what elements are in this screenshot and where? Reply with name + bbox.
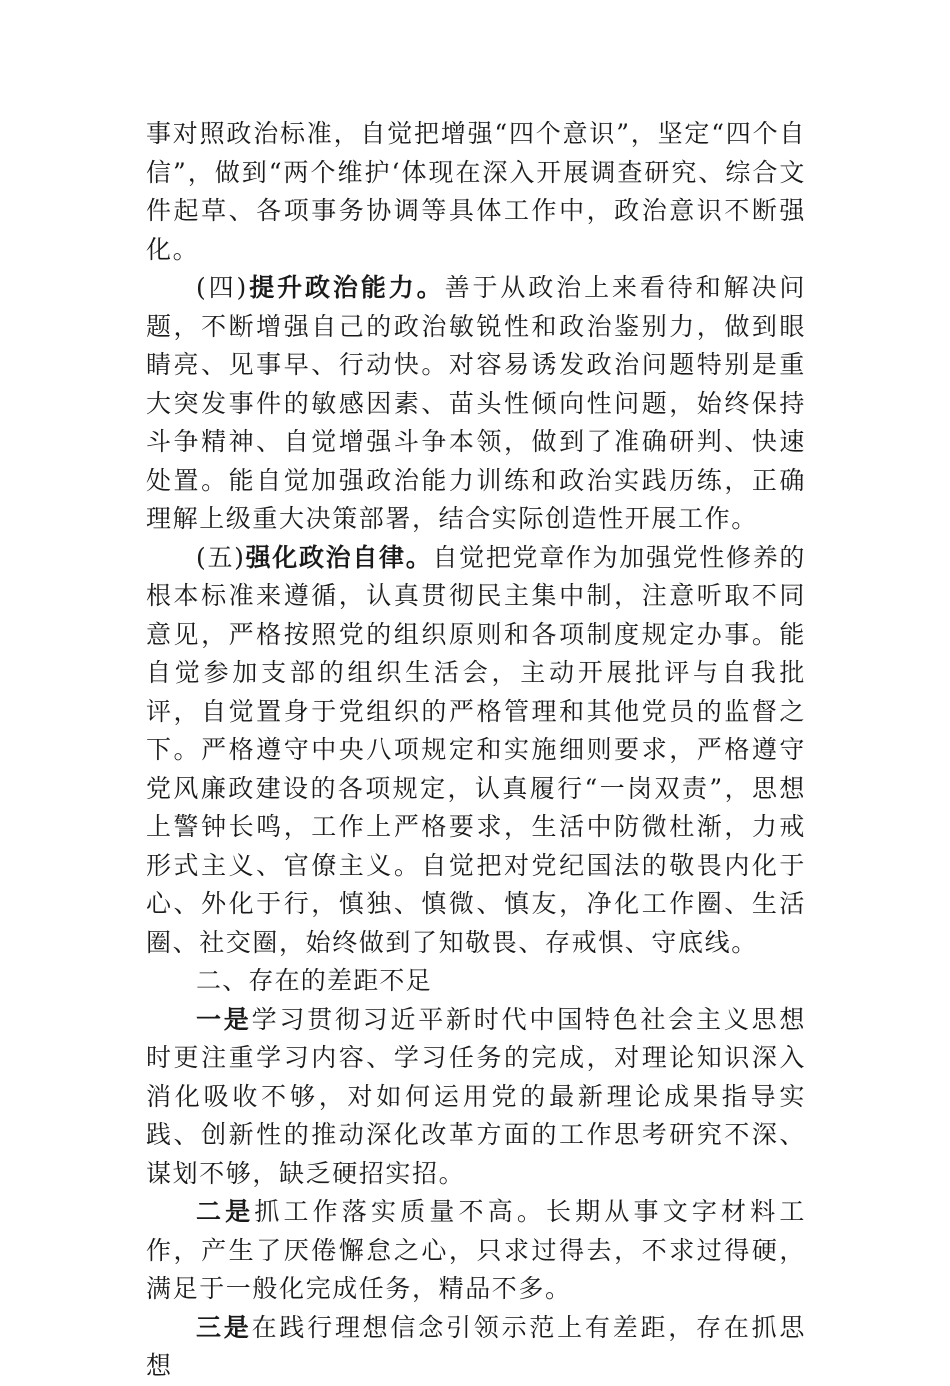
paragraph-political-awareness xyxy=(146,115,806,269)
section-number: (四) xyxy=(196,273,248,302)
section-title: 强化政治自律。 xyxy=(245,542,433,572)
paragraph-text: 善于从政治上来看待和解决问题，不断增强自己的政治敏锐性和政治鉴别力，做到眼睛亮、见事早、行动快。对容易诱发政治问题特别是重大突发事件的敏感因素、苗头性倾向性问题，始终保持斗争精神、自觉增强斗争本领，做到了准确研判、快速处置。能自觉加强政治能力训练和政治实践历练，正确理解上级重大决策部署，结合实际创造性开展工作。 xyxy=(146,273,807,533)
item-label: 二是 xyxy=(196,1197,255,1226)
list-item-first xyxy=(146,1001,806,1194)
list-item-second xyxy=(146,1193,806,1309)
item-text: 学习贯彻习近平新时代中国特色社会主义思想时更注重学习内容、学习任务的完成，对理论知识深入消化吸收不够，对如何运用党的最新理论成果指导实践、创新性的推动深化改革方面的工作思考研究不深、谋划不够，缺乏硬招实招。 xyxy=(146,1004,806,1188)
section-title: 提升政治能力。 xyxy=(247,273,445,302)
document-body xyxy=(146,115,806,1386)
item-label: 一是 xyxy=(196,1004,252,1034)
item-text: 抓工作落实质量不高。长期从事文字材料工作，产生了厌倦懈怠之心，只求过得去，不求过得硬，满足于一般化完成任务，精品不多。 xyxy=(146,1197,806,1303)
paragraph-political-ability xyxy=(146,269,806,539)
section-heading: 二、存在的差距不足 xyxy=(196,966,432,995)
item-label: 三是 xyxy=(196,1312,252,1342)
paragraph-political-discipline xyxy=(146,539,806,963)
paragraph-text: 自觉把党章作为加强党性修养的根本标准来遵循，认真贯彻民主集中制，注意听取不同意见，严格按照党的组织原则和各项制度规定办事。能自觉参加支部的组织生活会，主动开展批评与自我批评，自觉置身于党组织的严格管理和其他党员的监督之下。严格遵守中央八项规定和实施细则要求，严格遵守党风廉政建设的各项规定，认真履行“一岗双责”，思想上警钟长鸣，工作上严格要求，生活中防微杜渐，力戒形式主义、官僚主义。自觉把对党纪国法的敬畏内化于心、外化于行，慎独、慎微、慎友，净化工作圈、生活圈、社交圈，始终做到了知敬畏、存戒惧、守底线。 xyxy=(146,542,807,957)
section-number: (五) xyxy=(196,542,246,572)
paragraph-text: 事对照政治标准，自觉把增强“四个意识”，坚定“四个自信”，做到“两个维护‘体现在深入开展调查研究、综合文件起草、各项事务协调等具体工作中，政治意识不断强化。 xyxy=(146,119,806,264)
item-text: 在践行理想信念引领示范上有差距，存在抓思想 xyxy=(146,1312,806,1380)
list-item-third xyxy=(146,1309,806,1386)
